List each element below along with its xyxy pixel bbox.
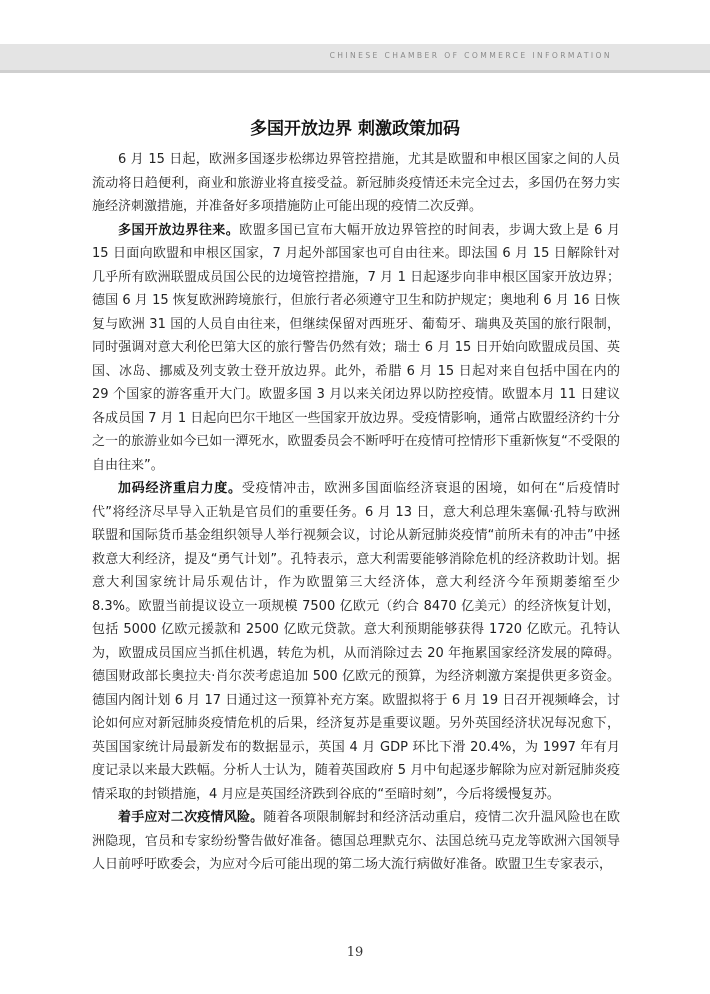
- paragraph-lead: 加码经济重启力度。: [118, 481, 242, 496]
- article-body: [92, 148, 620, 877]
- paragraph-text: 随着各项限制解封和经济活动重启，疫情二次升温风险也在欧洲隐现，官员和专家纷纷警告做好准备。德国总理默克尔、法国总统马克龙等欧洲六国领导人日前呼吁欧委会，为应对今后可能出现的第二场大流行病做好准备。欧盟卫生专家表示，: [92, 810, 620, 872]
- article-title: 多国开放边界 刺激政策加码: [250, 119, 460, 139]
- paragraph-lead: 多国开放边界往来。: [118, 222, 240, 238]
- paragraph-borders: [92, 219, 620, 478]
- paragraph-second-wave: [92, 806, 620, 877]
- paragraph-economy: [92, 477, 620, 806]
- header-accent-line: [0, 70, 710, 73]
- paragraph-text: 欧盟多国已宣布大幅开放边界管控的时间表，步调大致上是 6 月 15 日面向欧盟和申根区国家，7 月起外部国家也可自由往来。即法国 6 月 15 日解除针对几乎所有欧洲联盟成员国公民的边境管控措施，7 月 1 日起逐步向非申根区国家开放边界；德国 6 月 15 恢复欧洲跨境旅行，但旅行者必须遵守卫生和防护规定；奥地利 6 月 16 日恢复与欧洲 31 国的人员自由往来，但继续保留对西班牙、葡萄牙、瑞典及英国的旅行限制，同时强调对意大利伦巴第大区的旅行警告仍然有效；瑞士 6 月 15 日开始向欧盟成员国、英国、冰岛、挪威及列支敦士登开放边界。此外，希腊 6 月 15 日起对来自包括中国在内的 29 个国家的游客重开大门。欧盟多国 3 月以来关闭边界以防控疫情。欧盟本月 11 日建议各成员国 7 月 1 日起向巴尔干地区一些国家开放边界。受疫情影响，通常占欧盟经济约十分之一的旅游业如今已如一潭死水，欧盟委员会不断呼吁在疫情可控情形下重新恢复“不受限的自由往来”。: [92, 222, 620, 473]
- paragraph-text: 受疫情冲击，欧洲多国面临经济衰退的困境，如何在“后疫情时代”将经济尽早导入正轨是官员们的重要任务。6 月 13 日，意大利总理朱塞佩·孔特与欧洲联盟和国际货币基金组织领导人举行视频会议，讨论从新冠肺炎疫情“前所未有的冲击”中拯救意大利经济，提及“勇气计划”。孔特表示，意大利需要能够消除危机的经济救助计划。据意大利国家统计局乐观估计，作为欧盟第三大经济体，意大利经济今年预期萎缩至少 8.3%。欧盟当前提议设立一项规模 7500 亿欧元（约合 8470 亿美元）的经济恢复计划，包括 5000 亿欧元援款和 2500 亿欧元贷款。意大利预期能够获得 1720 亿欧元。孔特认为，欧盟成员国应当抓住机遇，转危为机，从而消除过去 20 年拖累国家经济发展的障碍。德国财政部长奥拉夫·肖尔茨考虑追加 500 亿欧元的预算，为经济刺激方案提供更多资金。德国内阁计划 6 月 17 日通过这一预算补充方案。欧盟拟将于 6 月 19 日召开视频峰会，讨论如何应对新冠肺炎疫情危机的后果，经济复苏是重要议题。另外英国经济状况每况愈下，英国国家统计局最新发布的数据显示，英国 4 月 GDP 环比下滑 20.4%，为 1997 年有月度记录以来最大跌幅。分析人士认为，随着英国政府 5 月中旬起逐步解除为应对新冠肺炎疫情采取的封锁措施，4 月应是英国经济跌到谷底的“至暗时刻”，今后将缓慢复苏。: [92, 481, 620, 802]
- publication-header: CHINESE CHAMBER OF COMMERCE INFORMATION: [329, 51, 612, 60]
- paragraph-text: 6 月 15 日起，欧洲多国逐步松绑边界管控措施，尤其是欧盟和申根区国家之间的人员流动将日趋便利，商业和旅游业将直接受益。新冠肺炎疫情还未完全过去，多国仍在努力实施经济刺激措施，并准备好多项措施防止可能出现的疫情二次反弹。: [92, 152, 620, 214]
- paragraph-lead: 着手应对二次疫情风险。: [118, 810, 264, 825]
- page-number: 19: [346, 945, 364, 960]
- paragraph-intro: [92, 148, 620, 219]
